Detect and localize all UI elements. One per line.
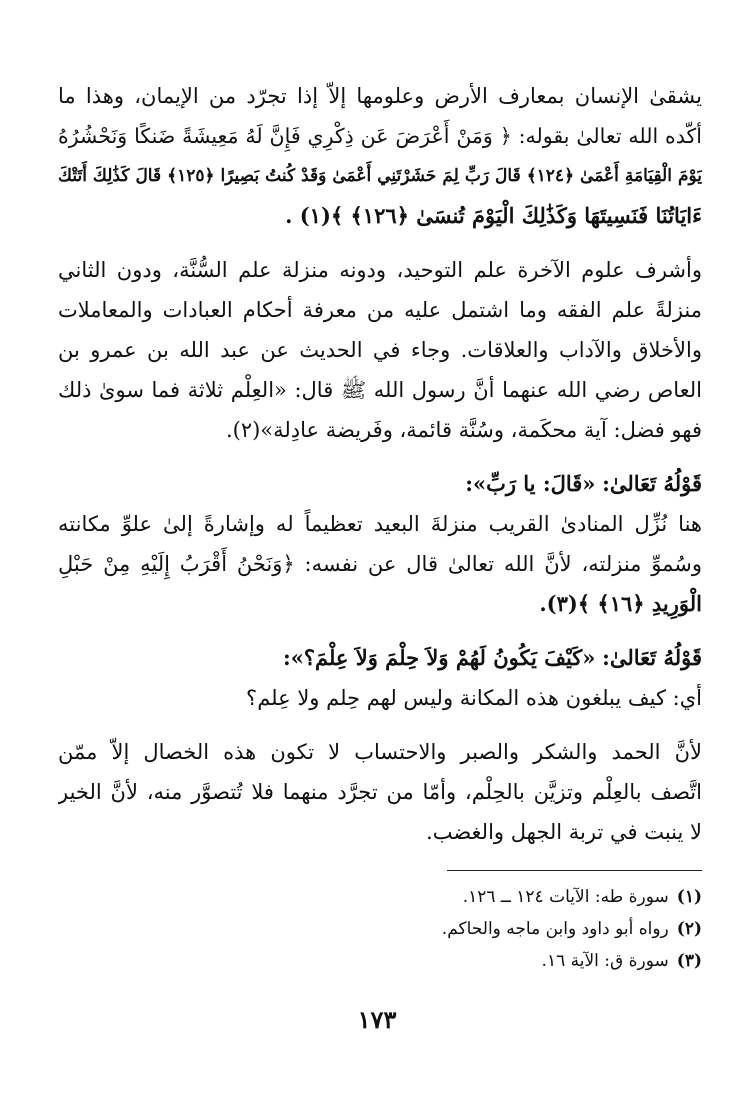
- footnote-separator: [447, 870, 702, 871]
- heading-label: قَوْلُهُ تَعَالىٰ:: [602, 471, 702, 496]
- heading-line: [58, 638, 702, 678]
- footnote-text: سورة ق: الآية ١٦.: [541, 951, 669, 971]
- text-line: لأنَّ الحمد والشكر والصبر والاحتساب لا تكون هذه الخصال إلاّ ممّن: [58, 740, 702, 764]
- text-line: أي: كيف يبلغون هذه المكانة وليس لهم حِلم ولا عِلم؟: [246, 686, 702, 710]
- text-line: يشقىٰ الإنسان بمعارف الأرض وعلومها إلاّ إذا تجرّد من الإيمان، وهذا ما: [58, 84, 702, 108]
- heading-quote: «كَيْفَ يَكُونُ لَهُمْ وَلاَ حِلْمَ وَلاَ عِلْمَ؟»:: [282, 645, 596, 670]
- page-number: ١٧٣: [357, 1005, 397, 1034]
- footnote: [58, 945, 702, 977]
- quran-verse-line: ءَايَاتُنَا فَنَسِيتَهَا وَكَذَٰلِكَ الْيَوْمَ تُنسَىٰ ﴿١٢٦﴾ ﴾(١) .: [285, 203, 702, 228]
- text-line: والأخلاق والآداب والعلاقات. وجاء في الحديث عن عبد الله بن عمرو بن: [58, 338, 702, 362]
- footnote: [58, 913, 702, 945]
- footnote-number: (٢): [676, 919, 702, 939]
- paragraph-4: [58, 678, 702, 718]
- footnote-text: رواه أبو داود وابن ماجه والحاكم.: [441, 919, 669, 939]
- paragraph-3: [58, 504, 702, 624]
- footnotes: [58, 881, 702, 977]
- heading-label: قَوْلُهُ تَعَالىٰ:: [602, 645, 702, 670]
- footnote-number: (٣): [676, 951, 702, 971]
- paragraph-1: [58, 76, 702, 236]
- footnote-text: سورة طه: الآيات ١٢٤ ــ ١٢٦.: [462, 887, 669, 907]
- heading-quote: «قَالَ: يا رَبِّ»:: [465, 471, 596, 496]
- text-line: لا ينبت في تربة الجهل والغضب.: [426, 820, 702, 844]
- text-line: أكّده الله تعالىٰ بقوله: ﴿ وَمَنْ أَعْرَضَ عَن ذِكْرِي فَإِنَّ لَهُ مَعِيشَةً ضَنكًا وَنَحْشُرُهُ: [58, 124, 702, 148]
- text-line: اتَّصف بالعِلْم وتزيَّن بالحِلْم، وأمّا من تجرَّد منهما فلا تُتصوَّر منه، لأنَّ الخير: [58, 780, 702, 804]
- section-heading-2: [58, 638, 702, 678]
- footnote-number: (١): [676, 887, 702, 907]
- quran-verse-line: الْوَرِيدِ ﴿١٦﴾ ﴾(٣).: [539, 591, 702, 616]
- text-line: وأشرف علوم الآخرة علم التوحيد، ودونه منزلة علم السُّنَّة، ودون الثاني: [58, 258, 702, 282]
- heading-line: [58, 464, 702, 504]
- text-line: هنا نُزِّل المنادىٰ القريب منزلةَ البعيد تعظيماً له وإشارةً إلىٰ علوِّ مكانته: [58, 512, 702, 536]
- footnote: [58, 881, 702, 913]
- text-line: العاص رضي الله عنهما أنَّ رسول الله ﷺ قال: «العِلْم ثلاثة فما سوىٰ ذلك: [58, 378, 702, 402]
- text-line: وسُموِّ منزلته، لأنَّ الله تعالىٰ قال عن نفسه: ﴿وَنَحْنُ أَقْرَبُ إِلَيْهِ مِنْ حَبْلِ: [58, 552, 702, 576]
- section-heading-1: [58, 464, 702, 504]
- paragraph-5: [58, 732, 702, 852]
- text-line: فهو فضل: آية محكَمة، وسُنَّة قائمة، وفَريضة عادِلة»(٢).: [225, 418, 702, 442]
- quran-verse-line: يَوْمَ الْقِيَامَةِ أَعْمَىٰ ﴿١٢٤﴾ قَالَ رَبِّ لِمَ حَشَرْتَنِي أَعْمَىٰ وَقَدْ كُنتُ بَصِيرًا ﴿١٢٥﴾ قَالَ كَذَٰلِكَ أَتَتْكَ: [58, 166, 702, 186]
- text-line: منزلةً علم الفقه وما اشتمل عليه من معرفة أحكام العبادات والمعاملات: [58, 298, 702, 322]
- paragraph-2: [58, 250, 702, 450]
